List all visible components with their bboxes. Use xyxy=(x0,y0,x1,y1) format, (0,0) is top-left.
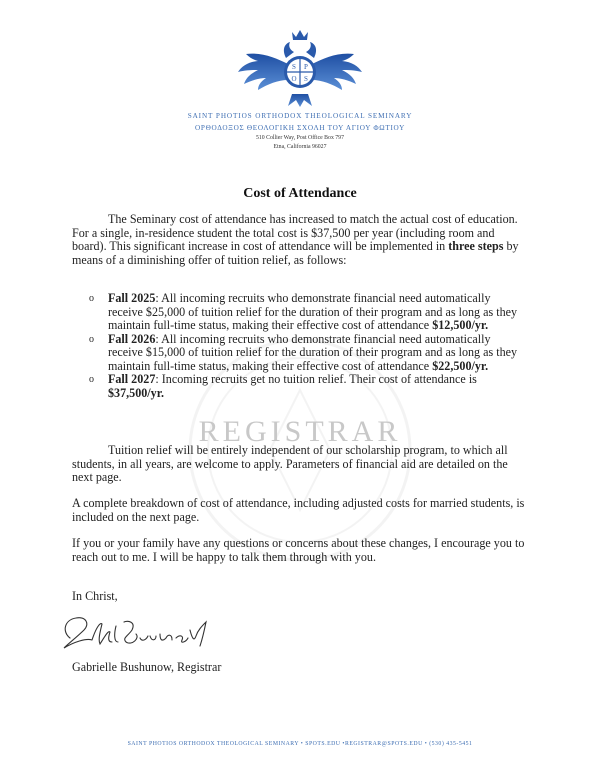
double-headed-eagle-logo xyxy=(236,28,364,108)
address-line-1: 510 Collier Way, Post Office Box 797 xyxy=(256,135,344,141)
intro-paragraph: The Seminary cost of attendance has increased to match the actual cost of education. For a single, in-residence student the total cost is $37,500 per year (including room and board). This significant increase in cost of attendance will be implemented in three steps by means of a diminishing offer of tuition relief, as follows: xyxy=(72,212,519,267)
tuition-relief-paragraph: Tuition relief will be entirely independent of our scholarship program, to which all students, in all years, are welcome to apply. Parameters of financial aid are detailed on the next page. xyxy=(72,443,508,484)
contact-paragraph: If you or your family have any questions or concerns about these changes, I encourage you to reach out to me. I will be happy to talk them through with you. xyxy=(72,536,525,564)
seal-letter: P xyxy=(304,63,308,71)
footer: SAINT PHOTIOS ORTHODOX THEOLOGICAL SEMINARY • SPOTS.EDU •REGISTRAR@SPOTS.EDU • (530) 435-5451 xyxy=(127,741,473,747)
seal-letter: O xyxy=(291,75,297,83)
watermark-text: REGISTRAR xyxy=(198,415,402,448)
list-item: o Fall 2027: Incoming recruits get no tuition relief. Their cost of attendance is $37,500/yr. xyxy=(89,372,477,400)
list-item: o Fall 2026: All incoming recruits who demonstrate financial need automatically receive $15,000 of tuition relief for the duration of their program and as long as they maintain full-time status, making their effective cost of attendance $22,500/yr. xyxy=(89,331,518,373)
bullet-icon: o xyxy=(89,333,94,345)
steps-list xyxy=(72,292,528,400)
page-title: Cost of Attendance xyxy=(243,186,357,201)
seal-letter: S xyxy=(292,63,296,71)
seminary-greek-name: ΟΡΘΟΔΟΞΟΣ ΘΕΟΛΟΓΙΚΗ ΣΧΟΛΗ ΤΟΥ ΑΓΙΟΥ ΦΩΤΙΟΥ xyxy=(195,124,405,132)
seal-letter: S xyxy=(304,75,308,83)
bullet-icon: o xyxy=(89,374,94,385)
seminary-name: SAINT PHOTIOS ORTHODOX THEOLOGICAL SEMINARY xyxy=(187,112,413,120)
address-line-2: Etna, California 96027 xyxy=(273,144,327,150)
signer-name: Gabrielle Bushunow, Registrar xyxy=(72,660,222,674)
closing: In Christ, xyxy=(72,589,118,603)
signature xyxy=(56,608,216,658)
bullet-icon: o xyxy=(89,293,94,304)
list-item: o Fall 2025: All incoming recruits who demonstrate financial need automatically receive $25,000 of tuition relief for the duration of their program and as long as they maintain full-time status, making their effective cost of attendance $12,500/yr. xyxy=(89,291,518,332)
breakdown-paragraph: A complete breakdown of cost of attendance, including adjusted costs for married students, is included on the next page. xyxy=(72,496,525,524)
